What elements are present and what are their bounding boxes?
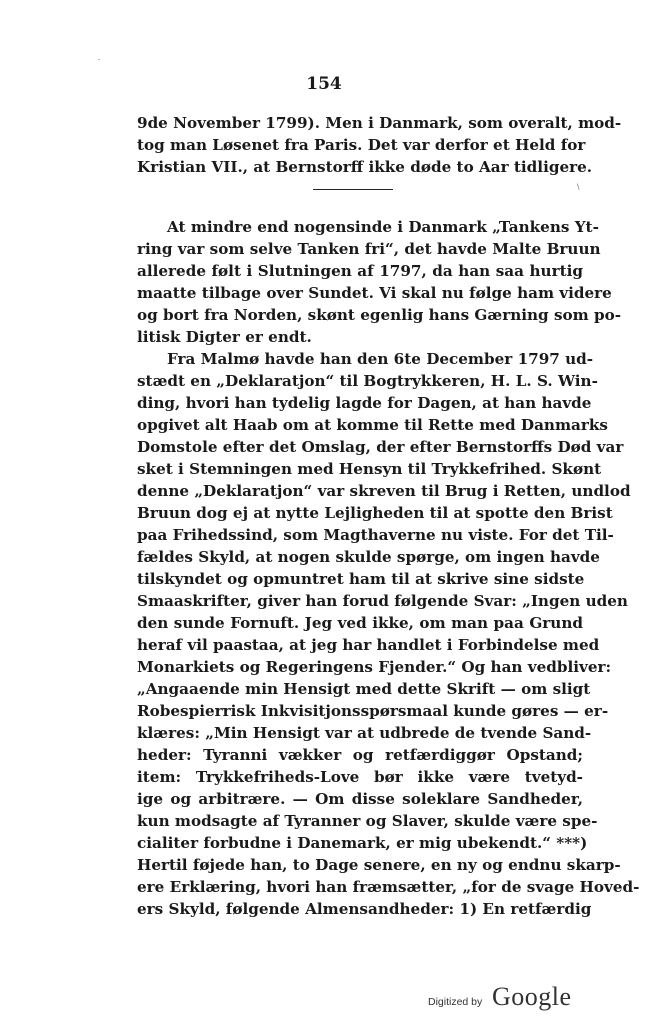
text-line: fældes Skyld, at nogen skulde spørge, om ingen havde	[137, 548, 600, 566]
text-line: heraf vil paastaa, at jeg har handlet i Forbindelse med	[137, 636, 600, 654]
digitized-by-google-watermark	[428, 982, 573, 1014]
stray-mark: \	[577, 183, 580, 191]
section-divider	[313, 189, 393, 190]
body-text	[137, 216, 640, 920]
text-line: tilskyndet og opmuntret ham til at skrive sine sidste	[137, 570, 585, 588]
text-line: item: Trykkefriheds-Love bør ikke være tvetyd-	[137, 768, 583, 786]
text-line: heder: Tyranni vækker og retfærdiggør Opstand;	[137, 746, 583, 764]
text-line: ere Erklæring, hvori han fræmsætter, „for de svage Hoved-	[137, 878, 640, 896]
text-line: Monarkiets og Regeringens Fjender.“ Og han vedbliver:	[137, 658, 612, 676]
text-line: sket i Stemningen med Hensyn til Trykkefrihed. Skønt	[137, 460, 602, 478]
text-line: Hertil føjede han, to Dage senere, en ny og endnu skarp-	[137, 856, 621, 874]
text-line: Kristian VII., at Bernstorff ikke døde to Aar tidligere.	[137, 158, 593, 176]
text-line: Robespierrisk Inkvisitjonsspørsmaal kunde gøres — er-	[137, 702, 609, 720]
text-line: stædt en „Deklaratjon“ til Bogtrykkeren, H. L. S. Win-	[137, 372, 598, 390]
text-line: ring var som selve Tanken fri“, det havde Malte Bruun	[137, 240, 601, 258]
text-line: 9de November 1799). Men i Danmark, som overalt, mod-	[137, 114, 622, 132]
text-line: tog man Løsenet fra Paris. Det var derfor et Held for	[137, 136, 586, 154]
top-paragraph	[137, 112, 622, 178]
text-line: og bort fra Norden, skønt egenlig hans Gærning som po-	[137, 306, 622, 324]
text-line: kun modsagte af Tyranner og Slaver, skulde være spe-	[137, 812, 598, 830]
text-line: ers Skyld, følgende Almensandheder: 1) En retfærdig	[137, 900, 592, 918]
text-line: ige og arbitrære. — Om disse soleklare Sandheder,	[137, 790, 583, 808]
text-line: paa Frihedssind, som Magthaverne nu viste. For det Til-	[137, 526, 614, 544]
text-line: klæres: „Min Hensigt var at udbrede de tvende Sand-	[137, 724, 592, 742]
text-line: cialiter forbudne i Danemark, er mig ubekendt.“ ***)	[137, 834, 588, 852]
digitized-label: Digitized by	[428, 996, 483, 1008]
text-line: den sunde Fornuft. Jeg ved ikke, om man paa Grund	[137, 614, 583, 632]
text-line: At mindre end nogensinde i Danmark „Tankens Yt-	[167, 218, 599, 236]
text-line: Smaaskrifter, giver han forud følgende Svar: „Ingen uden	[137, 592, 628, 610]
stray-mark: ·	[98, 56, 101, 64]
text-line: litisk Digter er endt.	[137, 328, 312, 346]
text-line: opgivet alt Haab om at komme til Rette med Danmarks	[137, 416, 608, 434]
text-line: allerede følt i Slutningen af 1797, da han saa hurtig	[137, 262, 583, 280]
text-line: Bruun dog ej at nytte Lejligheden til at spotte den Brist	[137, 504, 613, 522]
text-line: maatte tilbage over Sundet. Vi skal nu følge ham videre	[137, 284, 612, 302]
text-line: „Angaaende min Hensigt med dette Skrift — om sligt	[137, 680, 591, 698]
text-line: denne „Deklaratjon“ var skreven til Brug i Retten, undlod	[137, 482, 631, 500]
google-logo: Google	[492, 982, 572, 1011]
text-line: Fra Malmø havde han den 6te December 1797 ud-	[167, 350, 594, 368]
page-number: 154	[306, 74, 342, 94]
text-line: Domstole efter det Omslag, der efter Bernstorffs Død var	[137, 438, 624, 456]
text-line: ding, hvori han tydelig lagde for Dagen, at han havde	[137, 394, 592, 412]
